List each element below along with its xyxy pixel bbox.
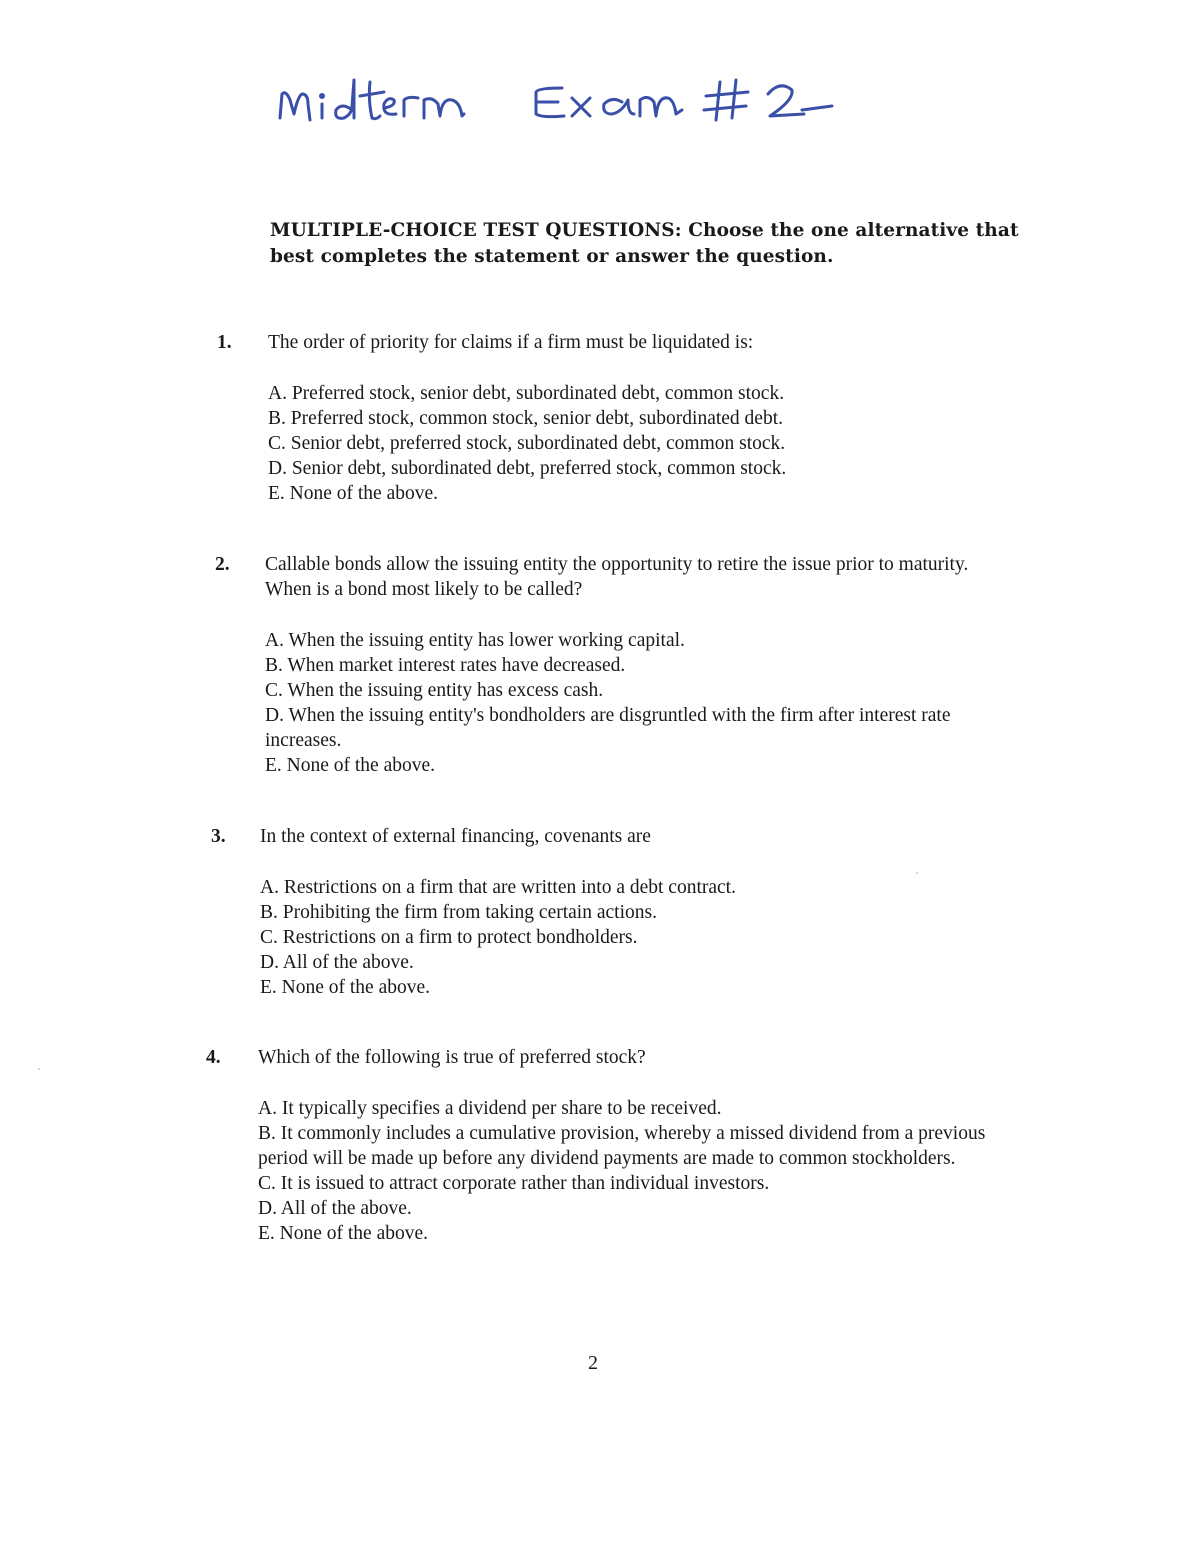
question-number: 1. bbox=[217, 332, 232, 353]
option-d: D. All of the above. bbox=[258, 1198, 412, 1219]
option-e: E. None of the above. bbox=[265, 755, 436, 776]
options-list bbox=[260, 875, 1020, 1000]
question-stem: In the context of external financing, covenants are bbox=[260, 826, 651, 847]
instructions: MULTIPLE-CHOICE TEST QUESTIONS: Choose the one alternative that best completes the statement or answer the question. bbox=[270, 220, 1019, 267]
option-a: A. When the issuing entity has lower working capital. bbox=[265, 630, 685, 651]
option-d: D. When the issuing entity's bondholders are disgruntled with the firm after interest rate increases. bbox=[265, 705, 951, 751]
option-a: A. Restrictions on a firm that are written into a debt contract. bbox=[260, 877, 736, 898]
option-a: A. It typically specifies a dividend per share to be received. bbox=[258, 1098, 722, 1119]
question-number: 4. bbox=[206, 1047, 221, 1068]
question-stem: Callable bonds allow the issuing entity the opportunity to retire the issue prior to maturity. When is a bond most likely to be called? bbox=[265, 554, 969, 600]
option-c: C. Senior debt, preferred stock, subordinated debt, common stock. bbox=[268, 433, 786, 454]
question-number: 2. bbox=[215, 554, 230, 575]
page-number: 2 bbox=[588, 1352, 598, 1374]
option-d: D. All of the above. bbox=[260, 952, 414, 973]
options-list bbox=[265, 628, 1013, 778]
handwritten-title bbox=[272, 70, 872, 140]
option-e: E. None of the above. bbox=[258, 1223, 429, 1244]
question-stem: Which of the following is true of preferred stock? bbox=[258, 1047, 646, 1068]
option-a: A. Preferred stock, senior debt, subordinated debt, common stock. bbox=[268, 383, 785, 404]
option-b: B. Prohibiting the firm from taking certain actions. bbox=[260, 902, 657, 923]
option-c: C. It is issued to attract corporate rather than individual investors. bbox=[258, 1173, 770, 1194]
option-c: C. When the issuing entity has excess cash. bbox=[265, 680, 604, 701]
option-b: B. It commonly includes a cumulative provision, whereby a missed dividend from a previous period will be made up before any dividend payments are made to common stockholders. bbox=[258, 1123, 986, 1169]
option-e: E. None of the above. bbox=[260, 977, 431, 998]
option-b: B. Preferred stock, common stock, senior debt, subordinated debt. bbox=[268, 408, 784, 429]
option-e: E. None of the above. bbox=[268, 483, 439, 504]
question-stem: The order of priority for claims if a firm must be liquidated is: bbox=[268, 332, 754, 353]
options-list bbox=[268, 381, 1028, 506]
option-d: D. Senior debt, subordinated debt, preferred stock, common stock. bbox=[268, 458, 787, 479]
scan-speck bbox=[38, 1068, 40, 1070]
scan-speck bbox=[916, 872, 918, 874]
option-b: B. When market interest rates have decreased. bbox=[265, 655, 626, 676]
question-number: 3. bbox=[211, 826, 226, 847]
options-list bbox=[258, 1096, 998, 1246]
option-c: C. Restrictions on a firm to protect bondholders. bbox=[260, 927, 638, 948]
